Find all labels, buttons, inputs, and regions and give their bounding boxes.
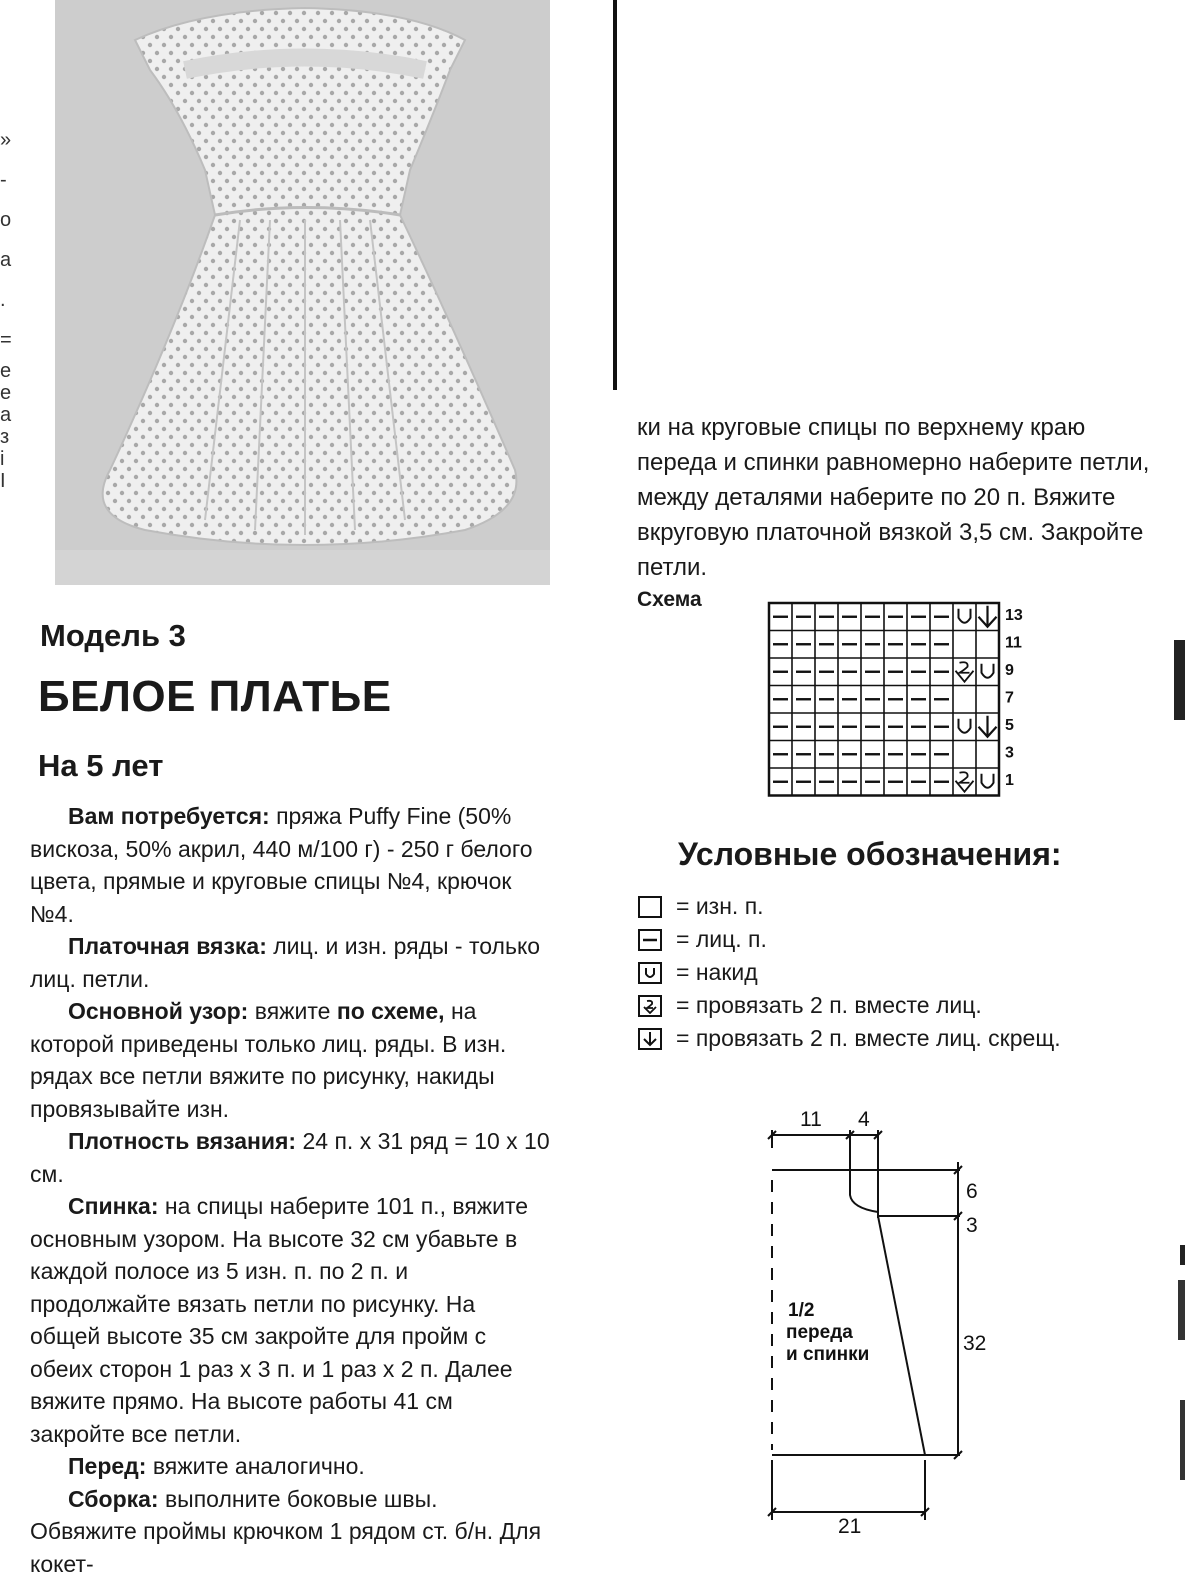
chart-cell-k2tog-tbl: [979, 606, 997, 627]
dim-top-left: 11: [800, 1108, 822, 1131]
legend-item-yarn-over: = накид: [638, 956, 1061, 989]
piece-label-front: переда: [786, 1322, 853, 1343]
chart-cell-yarn-over: [959, 719, 971, 733]
chart-row-number: 1: [1005, 772, 1014, 789]
age-heading: На 5 лет: [38, 748, 163, 784]
legend-item-purl: = изн. п.: [638, 890, 1061, 923]
legend-title: Условные обозначения:: [678, 836, 1062, 873]
model-heading: Модель 3: [40, 618, 186, 654]
column-divider: [613, 0, 617, 390]
piece-label-fraction: 1/2: [788, 1300, 814, 1321]
garter-paragraph: Платочная вязка: лиц. и изн. ряды - только лиц. петли.: [30, 930, 550, 995]
piece-label-back: и спинки: [786, 1344, 869, 1365]
purl-symbol-icon: [638, 896, 662, 918]
left-margin-fragments: » - о а . = е е а з і I: [0, 120, 14, 492]
legend-item-knit: = лиц. п.: [638, 923, 1061, 956]
schema-label: Схема: [637, 588, 702, 612]
chart-cell-k2tog: [956, 662, 974, 682]
page-title: БЕЛОЕ ПЛАТЬЕ: [38, 672, 392, 722]
knit-symbol-icon: [638, 929, 662, 951]
pattern-schematic: [760, 1100, 1000, 1537]
materials-paragraph: Вам потребуется: пряжа Puffy Fine (50% вискоза, 50% акрил, 440 м/100 г) - 250 г белого цвета, прямые и круговые спицы №4, крючок №4.: [30, 800, 550, 930]
chart-row-number: 11: [1005, 635, 1022, 652]
chart-cell-yarn-over: [982, 774, 994, 788]
legend: [638, 890, 1061, 1055]
front-paragraph: Перед: вяжите аналогично.: [30, 1450, 550, 1483]
dim-32: 32: [963, 1332, 986, 1355]
back-paragraph: Спинка: на спицы наберите 101 п., вяжите основным узором. На высоте 32 см убавьте в каждой полосе из 5 изн. п. по 2 п. и продолжайте вязать петли по рисунку. На общей высоте 35 см закройте для пройм с обеих сторон 1 раз х 3 п. и 1 раз х 2 п. Далее вяжите прямо. На высоте работы 41 см закройте все петли.: [30, 1190, 550, 1450]
legend-item-k2tog-tbl: = провязать 2 п. вместе лиц. скрещ.: [638, 1022, 1061, 1055]
chart-row-number: 5: [1005, 717, 1014, 734]
chart-row-number: 9: [1005, 662, 1014, 679]
chart-cell-k2tog: [956, 772, 974, 792]
dress-photo: [55, 0, 550, 585]
k2tog-icon: [638, 995, 662, 1017]
chart-cell-yarn-over: [982, 664, 994, 678]
scan-edge-artifacts: [1168, 640, 1185, 1537]
chart-cell-yarn-over: [959, 609, 971, 623]
knitting-chart: [765, 600, 1065, 806]
yoke-continuation-text: ки на круговые спицы по верхнему краю переда и спинки равномерно наберите петли, между деталями наберите по 20 п. Вяжите вкруговую платочной вязкой 3,5 см. Закройте петли.: [637, 410, 1162, 585]
dim-bottom: 21: [838, 1515, 861, 1537]
yarn-over-icon: [638, 962, 662, 984]
pattern-paragraph: Основной узор: вяжите по схеме, на которой приведены только лиц. ряды. В изн. рядах все петли вяжите по рисунку, накиды провязывайте изн.: [30, 995, 550, 1125]
chart-row-number: 7: [1005, 690, 1014, 707]
gauge-paragraph: Плотность вязания: 24 п. х 31 ряд = 10 х 10 см.: [30, 1125, 550, 1190]
chart-cell-k2tog-tbl: [979, 716, 997, 737]
legend-item-k2tog: = провязать 2 п. вместе лиц.: [638, 989, 1061, 1022]
chart-row-numbers: [1005, 607, 1023, 789]
chart-row-number: 13: [1005, 607, 1023, 624]
dim-top-right: 4: [858, 1108, 870, 1131]
dress-illustration: [55, 0, 550, 585]
assembly-paragraph: Сборка: выполните боковые швы. Обвяжите проймы крючком 1 рядом ст. б/н. Для кокет-: [30, 1483, 550, 1580]
dim-6: 6: [966, 1180, 978, 1203]
dim-3: 3: [966, 1214, 978, 1237]
k2tog-tbl-icon: [638, 1028, 662, 1050]
chart-row-number: 3: [1005, 745, 1014, 762]
instructions: [30, 800, 550, 1580]
